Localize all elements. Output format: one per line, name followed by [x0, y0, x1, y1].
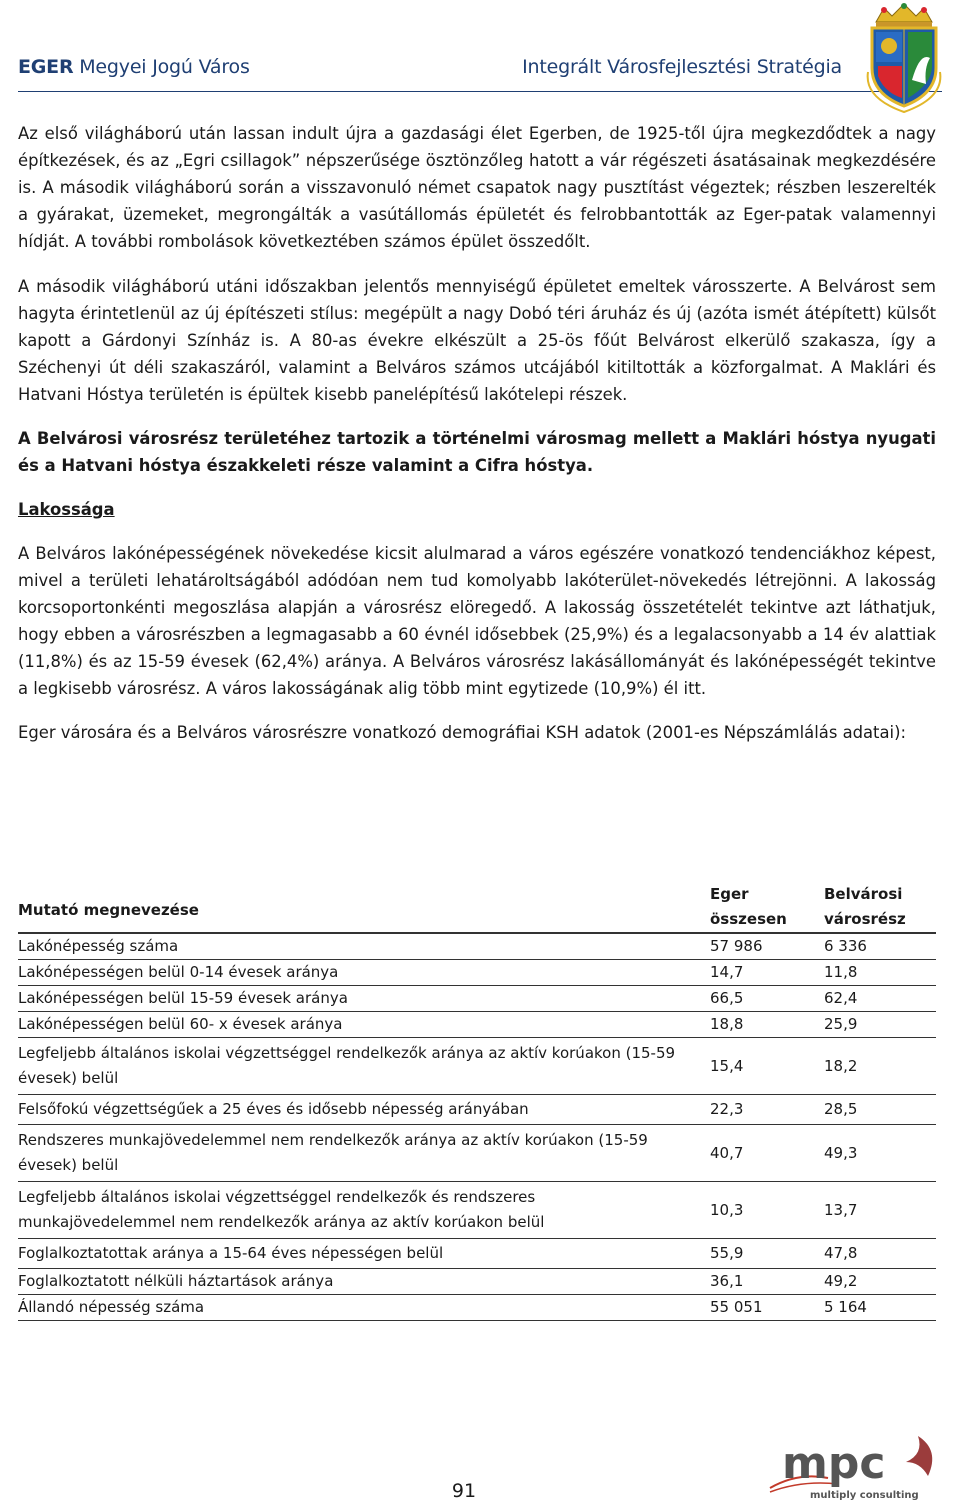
value-belvaros: 47,8 — [820, 1239, 936, 1269]
value-belvaros: 6 336 — [820, 933, 936, 960]
header-org — [18, 56, 250, 78]
row-label: Lakónépességen belül 60- x évesek aránya — [18, 1012, 702, 1038]
value-belvaros: 5 164 — [820, 1295, 936, 1321]
value-eger: 55,9 — [702, 1239, 820, 1269]
row-label: Foglalkoztatott nélküli háztartások aránya — [18, 1269, 702, 1295]
row-label: Rendszeres munkajövedelemmel nem rendelkezők aránya az aktív korúakon (15-59 évesek) belül — [18, 1125, 702, 1182]
table-row — [18, 933, 936, 960]
value-eger: 22,3 — [702, 1095, 820, 1125]
logo-main-text: mpc — [782, 1438, 886, 1489]
table-row — [18, 1125, 936, 1182]
row-label: Felsőfokú végzettségűek a 25 éves és idősebb népesség arányában — [18, 1095, 702, 1125]
page-header — [18, 56, 842, 86]
mpc-logo-icon — [768, 1432, 944, 1504]
logo-sub-text: multiply consulting — [810, 1490, 919, 1501]
column-header-eger: Eger összesen — [710, 885, 787, 928]
section-heading-text: Lakossága — [18, 500, 115, 519]
row-label: Lakónépességen belül 15-59 évesek aránya — [18, 986, 702, 1012]
row-label: Legfeljebb általános iskolai végzettséggel rendelkezők aránya az aktív korúakon (15-59 évesek) belül — [18, 1038, 702, 1095]
section-heading-lakossaga — [18, 496, 936, 523]
value-eger: 66,5 — [702, 986, 820, 1012]
value-eger: 40,7 — [702, 1125, 820, 1182]
table-row — [18, 1182, 936, 1239]
table-row — [18, 1038, 936, 1095]
row-label: Foglalkoztatottak aránya a 15-64 éves népességen belül — [18, 1239, 702, 1269]
value-belvaros: 49,2 — [820, 1269, 936, 1295]
table-row — [18, 986, 936, 1012]
column-header-indicator: Mutató megnevezése — [18, 900, 199, 919]
table-row — [18, 1012, 936, 1038]
demographics-table — [18, 882, 936, 1321]
value-belvaros: 13,7 — [820, 1182, 936, 1239]
header-divider — [18, 91, 942, 92]
body-text — [18, 120, 936, 750]
table-row — [18, 1269, 936, 1295]
row-label: Lakónépesség száma — [18, 933, 702, 960]
coat-of-arms-icon — [864, 2, 944, 114]
value-belvaros: 28,5 — [820, 1095, 936, 1125]
table-row — [18, 960, 936, 986]
value-eger: 15,4 — [702, 1038, 820, 1095]
paragraph-district-bold: A Belvárosi városrész területéhez tartozik a történelmi városmag mellett a Maklári hóstya nyugati és a Hatvani hóstya északkeleti része valamint a Cifra hóstya. — [18, 429, 936, 475]
paragraph-table-intro: Eger városára és a Belváros városrészre vonatkozó demográfiai KSH adatok (2001-es Népszámlálás adatai): — [18, 723, 906, 742]
header-doc-title: Integrált Városfejlesztési Stratégia — [522, 56, 842, 78]
paragraph-postwar: A második világháború utáni időszakban jelentős mennyiségű épületet emeltek városszerte. A Belvárost sem hagyta érintetlenül az új építészeti stílus: megépült a nagy Dobó téri áruház és új (azóta ismét átépített) külsőt kapott a Gárdonyi Színház is. A 80-as évekre elkészült a 25-ös főút Belvárost elkerülő szakasza, így a Széchenyi út déli szakaszáról, valamint a Belváros számos utcájából kitiltották a közforgalmat. A Maklári és Hatvani Hóstya területén is épültek kisebb panelépítésű lakótelepi részek. — [18, 277, 936, 404]
table-row — [18, 1239, 936, 1269]
paragraph-history: Az első világháború után lassan indult újra a gazdasági élet Egerben, de 1925-től újra megkezdődtek a nagy építkezések, és az „Egri csillagok” népszerűsége ösztönzőleg hatott a vár régészeti ásatásainak megkezdésére is. A második világháború során a visszavonuló német csapatok nagy pusztítást végeztek; részben leszerelték a gyárakat, üzemeket, megrongálták a vasútállomás épületét és felrobbantották az Eger-patak valamennyi hídját. A további rombolások következtében számos épület összedőlt. — [18, 124, 936, 251]
value-eger: 36,1 — [702, 1269, 820, 1295]
table-header-row — [18, 882, 936, 933]
table-row — [18, 1295, 936, 1321]
row-label: Lakónépességen belül 0-14 évesek aránya — [18, 960, 702, 986]
header-org-bold: EGER — [18, 56, 74, 78]
value-belvaros: 18,2 — [820, 1038, 936, 1095]
value-belvaros: 25,9 — [820, 1012, 936, 1038]
value-belvaros: 11,8 — [820, 960, 936, 986]
table-row — [18, 1095, 936, 1125]
column-header-belvaros: Belvárosi városrész — [824, 885, 906, 928]
value-belvaros: 62,4 — [820, 986, 936, 1012]
header-org-rest: Megyei Jogú Város — [73, 56, 250, 78]
row-label: Legfeljebb általános iskolai végzettséggel rendelkezők és rendszeres munkajövedelemmel nem rendelkezők aránya az aktív korúakon belül — [18, 1182, 702, 1239]
page-number: 91 — [451, 1480, 477, 1502]
row-label: Állandó népesség száma — [18, 1295, 702, 1321]
value-eger: 18,8 — [702, 1012, 820, 1038]
paragraph-population: A Belváros lakónépességének növekedése kicsit alulmarad a város egészére vonatkozó tendenciákhoz képest, mivel a területi lehatároltságából adódóan nem tud komolyabb lakóterület-növekedés létrejönni. A lakosság korcsoportonkénti megoszlása alapján a városrész elöregedő. A lakosság összetételét tekintve azt láthatjuk, hogy ebben a városrészben a legmagasabb a 60 évnél idősebbek (25,9%) és a legalacsonyabb a 14 év alattiak (11,8%) és az 15-59 évesek (62,4%) aránya. A Belváros városrész lakásállományát és lakónépességét tekintve a legkisebb városrész. A város lakosságának alig több mint egytizede (10,9%) él itt. — [18, 544, 936, 698]
value-eger: 10,3 — [702, 1182, 820, 1239]
value-eger: 57 986 — [702, 933, 820, 960]
value-eger: 55 051 — [702, 1295, 820, 1321]
value-belvaros: 49,3 — [820, 1125, 936, 1182]
value-eger: 14,7 — [702, 960, 820, 986]
